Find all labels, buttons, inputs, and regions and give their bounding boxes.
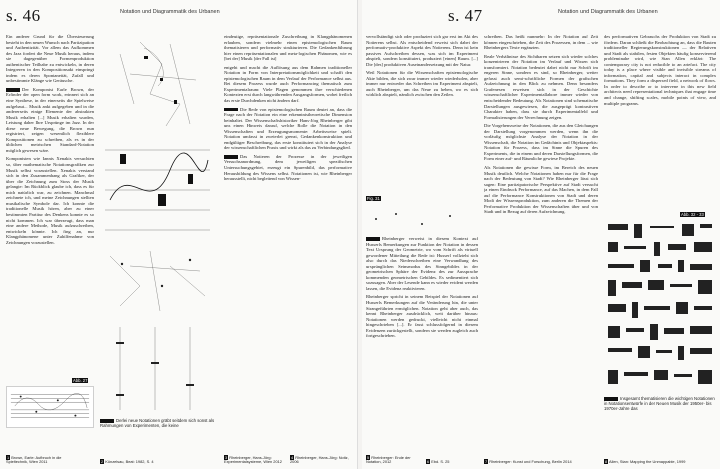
footnote: 1 Brown, Earle: Aufbruch in die Spieltechnik, Wien 2011 [6,454,62,465]
score-figure-1 [6,386,94,428]
paragraph: Komponisten wie Iannis Xenakis versuchten so, über mathematische Notationsgrafiken zur Musik selbst vorzustellen. Xenakis verstand sich in den Zusammenhang als Grafiker, der über die Zeichnung zum Stoss der Musik gelangte: Im Rückblick glaube ich, dass es für mich natürlich war, zu zeichnen. Manchmal zeichnete ich, und meine Zeichnungen stellten musikalische Symbole dar. Ich konnte die traditionelle Musik hören, aber zu einer bestimmten Partitur des Denkens konnte es so nicht kommen. Ich war überzeugt, dass man eine andere Methode, Musik aufzuschreiben, entwickeln könnte. Ich fing an, nur Klangphänomene unter Zuhilfenahme von Zeichnungen vorzustellen. [6,156,94,245]
marker-bar [604,397,618,401]
figure-tag: Fig. 31 [367,196,380,201]
footnote: 6 Ebd. S. 25 [427,459,450,465]
running-head: Notation und Diagrammatik des Urbanen [120,9,220,15]
figure-caption: Insgesamt thematisieren die wichtigen Notationen in Notationsentwürfe in der Neuen Musik der 1950er- bis 1970er-Jahre das [604,396,715,412]
paragraph: Weil Notationen für die Wissenschaften epistemologische Akte bilden, die sich zwar immer wieder wiederholen, aber immer nur entweder das Schreiben im Experiment abspielt, auch Rheinberger, um das Neue zu heben, wo es sich wirklich abspielt, nämlich zwischen den Zeilen. [366,70,478,98]
page-number: s. 47 [448,6,483,25]
left-col-2 [224,34,352,424]
right-col-3 [604,34,716,152]
score-figure-4 [100,246,215,316]
score-figure-3 [100,140,215,240]
footnote: 2 Künzelsau, Beat: 1982, S. 4 [101,459,154,465]
paragraph: des performativen Gebrauchs der Produktion von Stadt zu fördern. Daran schließt die Beobachtung an, dass die Bauten traditioneller Regierungskonstruktionen — der Relativen und Stadt als stabilen, festen Objekten häufig konservierend probleminahe wird, wie Stan Allen erklärt: The contemporary city is not reducible to an artefact. The city today is a place where visible and invisible streams of information, capital and subjects interact in complex formations. They form a dispersed field, a network of flows. In order to describe or to intervene in this new field architects need representational techniques that engage time and change, shifting scales, mobile points of view, and multiple programs. [604,34,716,106]
score-figure-5 [100,322,215,414]
footnote: 8 Allen, Stan: Mapping the Unmappable, 1999 [605,459,686,465]
right-col-1 [366,34,478,182]
paragraph: Ein anderer Grund für die Übersteuerung besteht in den neuen Wunsch nach Partizipation und Authentizität. Vor allem das Aufkommen des Jazz fordert die Neue Musik heraus, indem sie dagegenüber Formenproduktion authentischer Teilhabe zu entwickeln, in deren Integreren in den Kompositionsakt einspringt indem es deren Spontaneität, Zufall und unbestimmte Klänge wie Geräusche. [6,34,94,84]
paragraph: entgeht und macht die Auflösung aus dem Rahmen traditioneller Notation in Form von Interpretationsmöglichkeit und schafft den epistemologischen Raum in dem Verlauf der Performance selbst aus. Bei diesem Prozess wurde auch Performancing thematisch zum Experimentalraum: Viele Plagen genommen ihre verschiedenen Kontexten erst durch langwährenden Ausgangsformen, wobei freilich das erste Durchdenken nicht ändern darf. [224,64,352,104]
right-page [362,0,720,469]
marker-bar [6,88,20,92]
paragraph: eindeutige, repräsentationale Zuschreibung in Klangphänomenen erlauben, sondern vielmehr einen epistemologischen Raum thematisieren und performativ strukturieren. Die Gedankenführung hier einen repräsentationalen und meta-logischen Phänomen, wie es [bei der] Musik [der Fall ist] [224,34,352,62]
score-figure-2 [100,34,215,132]
footnote: 3 Rheinberger, Hans-Jörg: Experimentalsysteme, Wien 2012 [224,454,282,465]
marker-bar [100,419,114,423]
paragraph: Die Rede von epistemologischen Raum deutet an, dass die Frage nach der Notation ein eine erkenntnistheoretische Dimension beinhaltet. Der Wissenschaftshistoriker Hans-Jörg Rheinberger gibt uns einen Hinweis darauf, welche Rolle die Notation in den Wissenschaften und Erzeugungsmomente: Arbeitsweise spielt. Notation umfasst in zweierlei grenzt, Gedankenkonstruktion und endgültiger Beschreibung, das erste konstituiert sich in der Analyse der wissenschaftlichen Praxis und wirkt als das zu Verbindungsglied. [224,106,352,151]
paragraph: Als Notationen die gewisse Form, im Bereich des neuen Musik deutlich. Welche Notationen haben nur für die Frage nach der Bedeutung von Stadt? Wie Rheinberger lässt sich sagen: Eine partizipatorische Perspektive auf Stadt versucht ja einen Eindruck Performance, auf das Machen, in dem Fall auf die Performance Konstruktionen von Stadt und deren Modi der Wissensproduktion, zum anderen die Themen der Performative Produktion der Wissenschaften über und von Stadt und in Bezug auf deren Aufzeichnung. [484,165,598,215]
paragraph: Rheinberger spricht in seinem Beispiel der Notationen auf Husserls Bemerkungen auf die Veränderung hin, die unter Strangeführten ermöglichen. Notation geht aber auch, das kennt Rheinberger ausdrücklich, weit darüber hinaus: Notationen werden gedruckt, vielleicht nicht einmal hingeschrieben [...]. Er fasst schlussfolgernd in diesem Evidenzen zurückgestellt, sondern sie werden zugleich auch fortgeschrieben. [366,294,478,339]
footnote: 7 Rheinberger: Kunst und Forschung, Berlin 2014 [485,459,572,465]
paragraph: Die Vorgehensweise der Notationen, die aus den Gleichungen der Darstellung vorgenommen werden, wenn ihn die vorläufig möglichste Analyse der Notation in der Wissenschaft, die Notation im Gedächtnis und Objektaspekts: Notation für Prozess, dass im Sinne die Spuren des Experiments, die in einem und deren Darstellungsformen, die Form einer auf- und Räumliche gewiese Projekte. [484,123,598,162]
left-page [0,0,358,469]
footnote: 5 Rheinberger: Ende der Notation, 2012 [366,454,411,465]
dot-figure [366,204,478,234]
right-col-1b [366,236,478,436]
paragraph: Der Komponist Earle Brown, der Erfinder der open form work, erinnert sich an eine Synthese, in der einerseits die Spielweise aufgebaut... Musik ankt aufgegeben und in die andererseits einige Elemente der abstrakten Musik erhalten [...] Musik erhalten wurden, Leistung daher Ihre Ursprünge im Jazz. In der diese neue Bewegung, die Brown nun registriert, zeigen wesentlich flexiblere Kompositionen zu schreiben, als es in der üblichen metrischen Standard-Notation möglich gewesen wäre. [6,86,94,153]
marker-bar [366,237,380,241]
footnote: 4 Rheinberger, Hans-Jörg: Notiz, 2006 [290,454,349,465]
paragraph: Das Notieren der Prozesse in der jeweiligen Versuchsanordnung, dem jeweiligen spezifischen Untersuchungsgebiet, erzeugt ein Spurenbild, das performative Herausbildung des Wissens selbst. Notationen ist, wie Rheinberger herausstellt, nicht begleitend von Wissen- [224,153,352,182]
marker-bar [224,108,238,112]
figure-tag: Abb. 27 [73,378,88,383]
paragraph: Reale Verhältnisse des Sichtbaren setzen sich wieder solches konzentrieren der Notation im Verlauf und Wissen sich transformiert. Notation bedeutet dabei nicht nur Schrift im engeren Sinne, sondern es sind, so Rheinberger, weiter gefasst auch semi-schriftliche Formen der grafischen Aufzeichnung in den Blick zu nehmen. Denn besonders Grafenesen erweisen sich in der Geschichte wissenschaftlicher Experimentallabore immer wieder von entscheidender Bedeutung. Als Notationen sind schematische Darstellungen ausgewiesen, die ausgeprägt kontrastiven Charakter haben, dass sie durch Experimentalfeld und Formalisierungen der Verrechnung zeigen. [484,53,598,120]
figure-tag: Abb. 32 - 33 [681,212,704,217]
marker-bar [224,155,238,159]
paragraph: Rheinberger verweist in diesem Kontext auf Husserls Bemerkungen zur Funktion der Notation in dessen Text Ursprung der Geometrie, wo vom Schrift als virtuell gewordener Mitteilung die Rede ist: Husserl vollzieht sich also durch das Niederschreiben eine Verwandlung des ursprünglichen Seinsmodus des Sinngebildes in der geometrischen Sphäre der Evidenz des zur Aussprache kommenden geometrischen Gebildes. Es sedimentiert sich sozusagen. Aber der Lesende kann es wieder evident werden lassen, die Evidenz reaktivieren. [366,236,478,291]
paragraph: schreiben. Das heißt nunmehr: In der Notation auf Zeit können eingeschrieben, die Zeit des Prozessen, in dem ... wie Rheinbergers Texte ergänzten. [484,34,598,51]
left-col-1 [6,34,94,384]
page-number: s. 46 [6,6,41,25]
figure-caption: Derlei neue Notationen gräbt seitdem sich sonst als Rahmungen von Experimenten, die keine [100,418,215,429]
paragraph: vervollständigt sich oder produziert sich gar erst im Akt des Notierens selbst. Als entscheidend erweist sich dabei der performativ-produktive Aspekt des Notierens. Denn ist kein passives Aufschreiben dessen, was sich im Experiment abspielt, sondern konstituiert, produziert [einen] Raum. [...] Die [des] produktiven Auseinandersetzung mit der Natur. [366,34,478,67]
icon-grid-figure [604,220,716,390]
right-col-2 [484,34,598,430]
running-head: Notation und Diagrammatik des Urbanen [558,9,658,15]
